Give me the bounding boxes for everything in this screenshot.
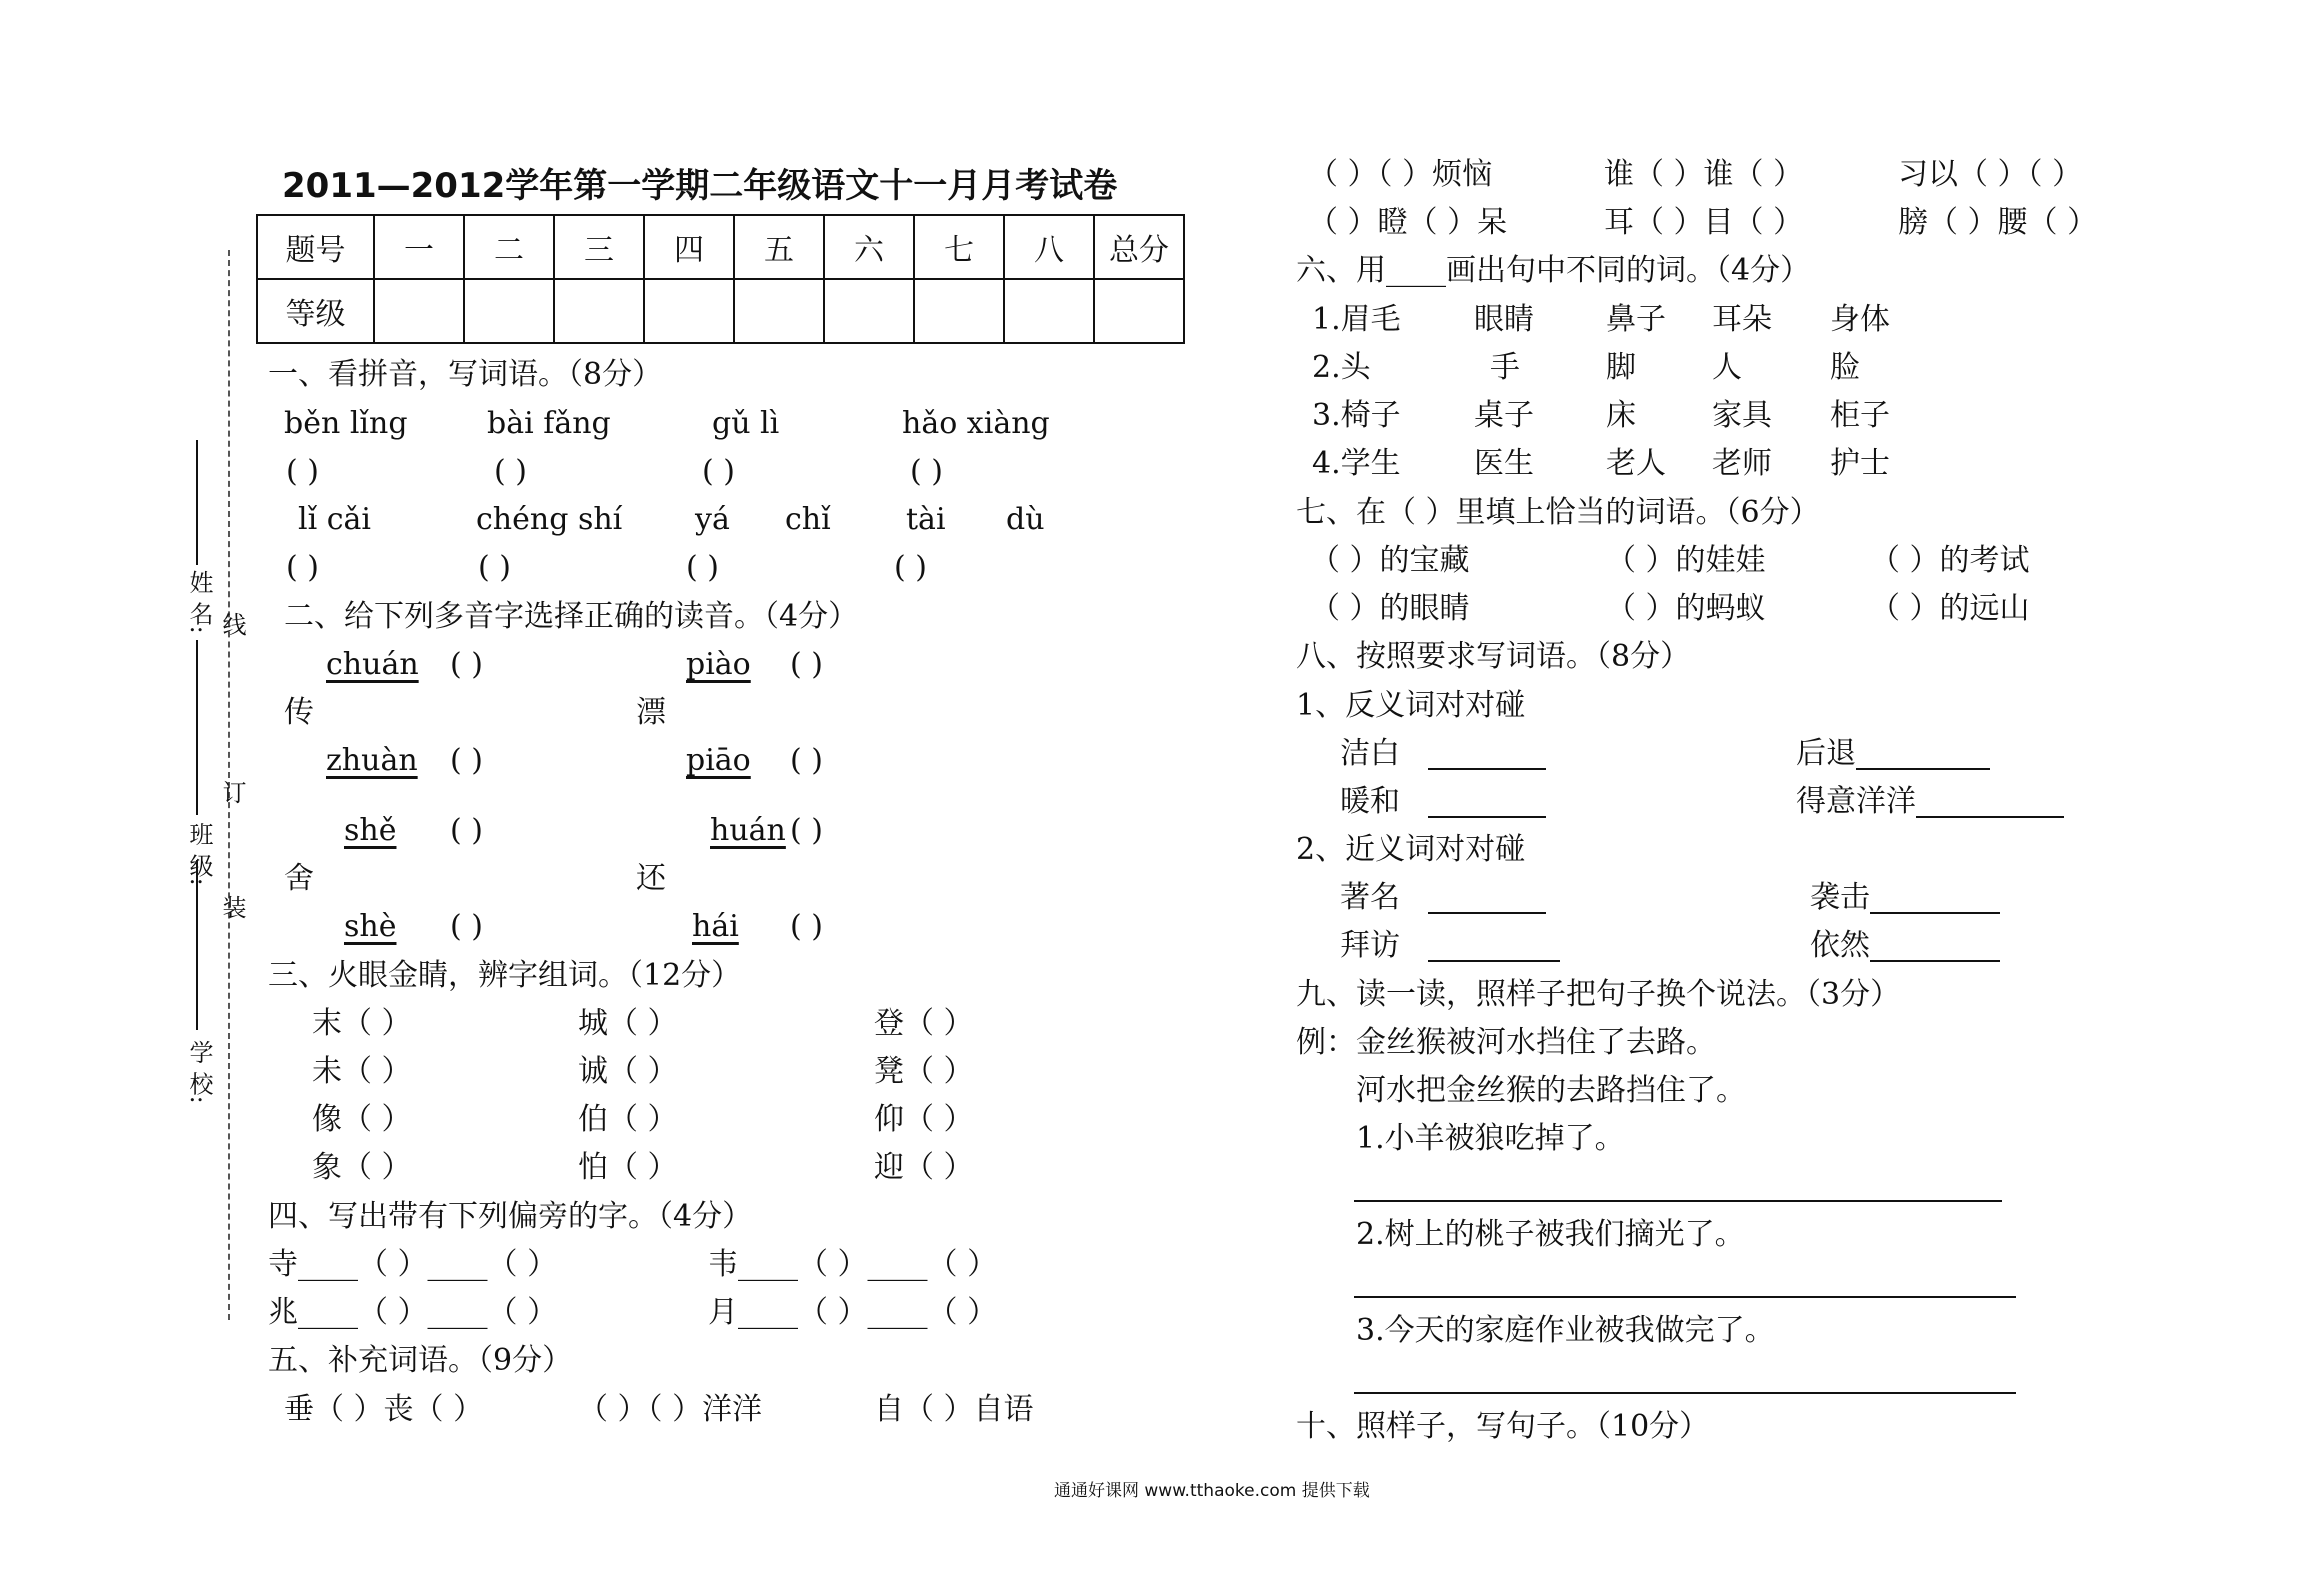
antonym-blank-4[interactable] [1916,816,2064,818]
char-item-1-3[interactable]: 登（ ） [874,1006,974,1041]
pinyin-piao-1: piāo [686,743,751,778]
cell-grade-7[interactable] [914,279,1004,343]
char-item-2-1[interactable]: 未（ ） [312,1054,412,1089]
char-item-1-1[interactable]: 末（ ） [312,1006,412,1041]
odd-word-2-1[interactable]: 2.头 [1312,350,1371,385]
synonym-blank-3[interactable] [1428,960,1560,962]
score-header-row [257,215,1184,279]
pinyin-2-4: chǐ [785,502,831,537]
q4-heading: 四、写出带有下列偏旁的字。（4分） [268,1199,753,1234]
synonym-blank-2[interactable] [1870,912,2000,914]
synonym-word-1: 著名 [1340,880,1400,915]
pinyin-huan: huán [710,813,786,848]
cell-grade-label: 等级 [257,279,374,343]
example-sentence-1: 例：金丝猴被河水挡住了去路。 [1296,1025,1716,1060]
char-item-3-1[interactable]: 像（ ） [312,1102,412,1137]
char-item-4-1[interactable]: 象（ ） [312,1150,412,1185]
cell-grade-8[interactable] [1004,279,1094,343]
idiom-2[interactable]: （ ）（ ）洋洋 [578,1392,763,1427]
blank-chuan[interactable]: ( ) [450,647,483,682]
ding-mark: 订 [218,780,246,804]
phrase-1-1[interactable]: （ ）的宝藏 [1310,543,1470,578]
char-chuan: 传 [284,695,314,730]
antonym-word-4: 得意洋洋 [1796,784,1916,819]
char-item-3-2[interactable]: 伯（ ） [578,1102,678,1137]
pinyin-2-5: tài [906,502,946,537]
answer-blank-2-4[interactable]: ( ) [894,550,927,585]
odd-word-1-5[interactable]: 身体 [1830,302,1890,337]
cell-header-6: 六 [824,215,914,279]
pinyin-1-4: hǎo xiàng [902,406,1050,441]
cell-grade-5[interactable] [734,279,824,343]
q9-heading: 九、读一读，照样子把句子换个说法。（3分） [1296,977,1901,1012]
odd-word-2-4[interactable]: 人 [1712,350,1742,385]
q7-heading: 七、在（ ）里填上恰当的词语。（6分） [1296,495,1820,530]
rewrite-line-1[interactable] [1354,1200,2002,1202]
odd-word-4-3[interactable]: 老人 [1606,446,1666,481]
odd-word-3-1[interactable]: 3.椅子 [1312,398,1401,433]
blank-piao-4[interactable]: ( ) [790,647,823,682]
char-item-4-3[interactable]: 迎（ ） [874,1150,974,1185]
pinyin-2-2: chéng shí [476,502,623,537]
idiom-4[interactable]: （ ）（ ）烦恼 [1308,157,1493,192]
pinyin-piao-4: piào [686,647,751,682]
blank-she-3[interactable]: ( ) [450,813,483,848]
rewrite-sentence-3: 3.今天的家庭作业被我做完了。 [1356,1313,1775,1348]
rewrite-sentence-1: 1.小羊被狼吃掉了。 [1356,1121,1625,1156]
rewrite-line-3[interactable] [1354,1392,2016,1394]
q10-heading: 十、照样子，写句子。（10分） [1296,1409,1710,1444]
pinyin-1-3: gǔ lì [712,406,780,441]
odd-word-4-5[interactable]: 护士 [1830,446,1890,481]
q2-heading: 二、给下列多音字选择正确的读音。（4分） [284,599,859,634]
pinyin-zhuan: zhuàn [326,743,418,778]
pinyin-she-3: shě [344,813,397,848]
page-title: 2011—2012学年第一学期二年级语文十一月月考试卷 [282,166,1118,206]
odd-word-4-2[interactable]: 医生 [1474,446,1534,481]
char-piao: 漂 [636,695,666,730]
cell-grade-3[interactable] [554,279,644,343]
pinyin-chuan: chuán [326,647,419,682]
idiom-7[interactable]: （ ）瞪（ ）呆 [1308,205,1508,240]
answer-blank-1-3[interactable]: ( ) [702,454,735,489]
q8-heading: 八、按照要求写词语。（8分） [1296,639,1691,674]
cell-header-label: 题号 [257,215,374,279]
phrase-1-2[interactable]: （ ）的娃娃 [1606,543,1766,578]
odd-word-4-4[interactable]: 老师 [1712,446,1772,481]
odd-word-2-2[interactable]: 手 [1490,350,1520,385]
answer-blank-1-1[interactable]: ( ) [286,454,319,489]
q1-heading: 一、看拼音，写词语。（8分） [268,357,663,392]
score-grade-row [257,279,1184,343]
odd-word-1-4[interactable]: 耳朵 [1712,302,1772,337]
antonym-word-1: 洁白 [1340,736,1400,771]
idiom-3[interactable]: 自（ ）自语 [874,1392,1034,1427]
rewrite-sentence-2: 2.树上的桃子被我们摘光了。 [1356,1217,1745,1252]
odd-word-3-4[interactable]: 家具 [1712,398,1772,433]
antonym-blank-2[interactable] [1856,768,1990,770]
q6-heading: 六、用____画出句中不同的词。（4分） [1296,253,1811,288]
cell-grade-1[interactable] [374,279,464,343]
zhuang-mark: 装 [218,895,246,919]
example-sentence-2: 河水把金丝猴的去路挡住了。 [1356,1073,1746,1108]
answer-blank-2-1[interactable]: ( ) [286,550,319,585]
idiom-6[interactable]: 习以（ ）（ ） [1898,157,2083,192]
school-label: 学 校: [185,1040,213,1104]
odd-word-4-1[interactable]: 4.学生 [1312,446,1401,481]
phrase-1-3[interactable]: （ ）的考试 [1870,543,2030,578]
idiom-8[interactable]: 耳（ ）目（ ） [1604,205,1804,240]
name-label: 姓 名: [185,570,213,634]
pinyin-1-2: bài fǎng [487,406,611,441]
phrase-2-1[interactable]: （ ）的眼睛 [1310,591,1470,626]
cell-grade-4[interactable] [644,279,734,343]
cell-header-total: 总分 [1094,215,1184,279]
pinyin-2-6: dù [1006,502,1045,537]
odd-word-3-5[interactable]: 柜子 [1830,398,1890,433]
class-line [196,640,198,815]
cell-header-3: 三 [554,215,644,279]
rewrite-line-2[interactable] [1354,1296,2016,1298]
footer-credit: 通通好课网 www.tthaoke.com 提供下载 [1054,1481,1370,1501]
char-item-1-2[interactable]: 城（ ） [578,1006,678,1041]
answer-blank-1-2[interactable]: ( ) [494,454,527,489]
pinyin-2-1: lǐ cǎi [298,502,372,537]
synonym-word-4: 依然 [1810,928,1870,963]
pinyin-hai: hái [692,909,739,944]
char-item-3-3[interactable]: 仰（ ） [874,1102,974,1137]
odd-word-1-3[interactable]: 鼻子 [1606,302,1666,337]
answer-blank-2-3[interactable]: ( ) [686,550,719,585]
cell-header-7: 七 [914,215,1004,279]
antonym-word-2: 后退 [1796,736,1856,771]
synonym-blank-1[interactable] [1428,912,1546,914]
cell-grade-2[interactable] [464,279,554,343]
cell-header-4: 四 [644,215,734,279]
char-item-2-2[interactable]: 诚（ ） [578,1054,678,1089]
radical-1-1[interactable]: 寺____（ ）____（ ） [268,1247,558,1282]
synonym-word-3: 拜访 [1340,928,1400,963]
blank-zhuan[interactable]: ( ) [450,743,483,778]
radical-2-1[interactable]: 兆____（ ）____（ ） [268,1295,558,1330]
name-line [196,440,198,565]
char-item-4-2[interactable]: 怕（ ） [578,1150,678,1185]
radical-1-2[interactable]: 韦____（ ）____（ ） [708,1247,998,1282]
blank-huan[interactable]: ( ) [790,813,823,848]
synonym-blank-4[interactable] [1870,960,2000,962]
answer-blank-2-2[interactable]: ( ) [478,550,511,585]
answer-blank-1-4[interactable]: ( ) [910,454,943,489]
class-label: 班 级: [185,822,213,886]
q3-heading: 三、火眼金睛，辨字组词。（12分） [268,958,742,993]
cell-header-5: 五 [734,215,824,279]
cell-grade-total[interactable] [1094,279,1184,343]
xian-mark: 线 [218,612,246,636]
idiom-9[interactable]: 膀（ ）腰（ ） [1898,205,2098,240]
synonym-word-2: 袭击 [1810,880,1870,915]
char-huan: 还 [636,861,666,896]
phrase-2-2[interactable]: （ ）的蚂蚁 [1606,591,1766,626]
cell-grade-6[interactable] [824,279,914,343]
cell-header-2: 二 [464,215,554,279]
cell-header-8: 八 [1004,215,1094,279]
idiom-5[interactable]: 谁（ ）谁（ ） [1604,157,1804,192]
q5-heading: 五、补充词语。（9分） [268,1343,573,1378]
score-table [256,214,1185,344]
antonym-title: 1、反义词对对碰 [1296,688,1526,723]
odd-word-3-3[interactable]: 床 [1606,398,1636,433]
cell-header-1: 一 [374,215,464,279]
odd-word-1-2[interactable]: 眼睛 [1474,302,1534,337]
radical-2-2[interactable]: 月____（ ）____（ ） [708,1295,998,1330]
idiom-1[interactable]: 垂（ ）丧（ ） [284,1392,484,1427]
antonym-blank-3[interactable] [1428,816,1546,818]
odd-word-3-2[interactable]: 桌子 [1474,398,1534,433]
pinyin-1-1: běn lǐng [284,406,408,441]
char-item-2-3[interactable]: 凳（ ） [874,1054,974,1089]
synonym-title: 2、近义词对对碰 [1296,832,1526,867]
odd-word-1-1[interactable]: 1.眉毛 [1312,302,1401,337]
pinyin-2-3: yá [695,502,730,537]
char-she: 舍 [284,861,314,896]
antonym-word-3: 暖和 [1340,784,1400,819]
odd-word-2-5[interactable]: 脸 [1830,350,1860,385]
phrase-2-3[interactable]: （ ）的远山 [1870,591,2030,626]
odd-word-2-3[interactable]: 脚 [1606,350,1636,385]
blank-hai[interactable]: ( ) [790,909,823,944]
pinyin-she-4: shè [344,909,397,944]
antonym-blank-1[interactable] [1428,768,1546,770]
blank-piao-1[interactable]: ( ) [790,743,823,778]
blank-she-4[interactable]: ( ) [450,909,483,944]
